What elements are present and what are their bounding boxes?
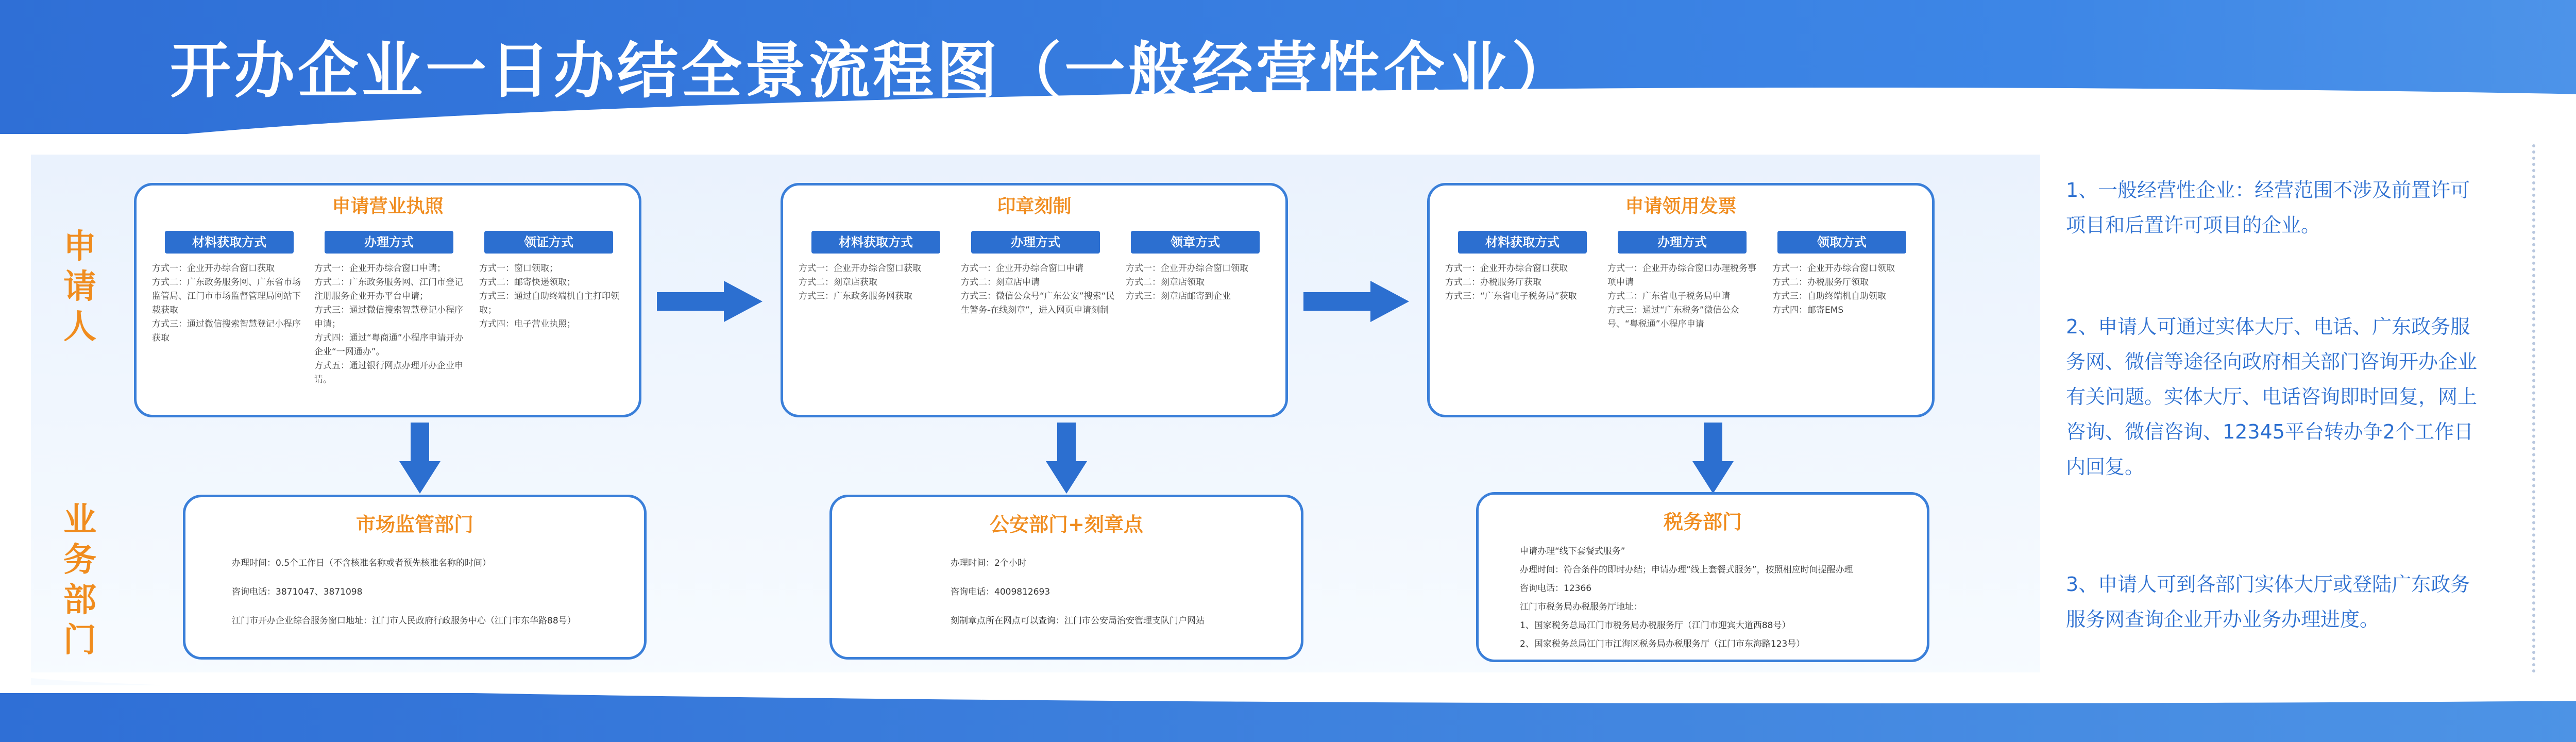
column-text <box>314 262 469 387</box>
column-line: 方式三：“广东省电子税务局”获取 <box>1445 291 1577 301</box>
column-line: 方式二：刻章店获取 <box>799 277 877 288</box>
column-line: 方式一：企业开办综合窗口获取 <box>799 263 921 274</box>
column-line: 方式一：企业开办综合窗口获取 <box>152 263 275 274</box>
column-line: 方式三：通过微信搜索智慧登记小程序申请； <box>314 305 463 329</box>
column-line: 方式三：通过“广东税务”微信公众号、“粤税通”小程序申请 <box>1607 305 1739 329</box>
department-title: 公安部门+刻章点 <box>990 513 1143 536</box>
column-line: 方式四：电子营业执照； <box>479 319 575 329</box>
section-divider <box>2532 144 2535 685</box>
column-line: 方式二：广东政务服务网、广东省市场监管局、江门市市场监督管理局网站下载获取 <box>152 277 301 315</box>
column-title: 办理方式 <box>1618 231 1747 254</box>
department-box-tax <box>1476 492 1929 662</box>
department-line: 刻制章点所在网点可以查询：江门市公安局治安管理支队门户网站 <box>951 616 1205 626</box>
department-title: 税务部门 <box>1663 511 1742 533</box>
column-text <box>961 262 1115 317</box>
arrow-right-icon <box>1303 281 1412 322</box>
column-title: 领取方式 <box>1777 231 1906 254</box>
column-text <box>1772 262 1922 317</box>
step-box-seal-engraving <box>781 183 1288 417</box>
column-text <box>1126 262 1275 303</box>
column-line: 方式五：通过银行网点办理开办企业申请。 <box>314 361 463 385</box>
column-text <box>1445 262 1600 303</box>
column-title: 领证方式 <box>484 231 613 254</box>
department-title: 市场监管部门 <box>355 513 473 536</box>
step-box-invoice <box>1427 183 1935 417</box>
column-line: 方式三：微信公众号“广东公安”搜索“民生警务-在线刻章”，进入网页申请刻制 <box>961 291 1115 315</box>
department-lines <box>951 549 1285 635</box>
arrow-down-icon <box>1692 423 1734 495</box>
column-line: 方式一：企业开办综合窗口领取 <box>1126 263 1248 274</box>
column-line: 方式二：办税服务厅获取 <box>1445 277 1541 288</box>
arrow-right-icon <box>657 281 765 322</box>
step-box-business-license <box>134 183 641 417</box>
column-line: 方式三：通过微信搜索智慧登记小程序获取 <box>152 319 301 343</box>
department-lines <box>1520 542 1911 653</box>
department-line: 1、国家税务总局江门市税务局办税服务厅（江门市迎宾大道西88号） <box>1520 620 1791 631</box>
column-line: 方式二：刻章店领取 <box>1126 277 1205 288</box>
column-title: 材料获取方式 <box>165 231 294 254</box>
department-line: 办理时间：符合条件的即时办结；申请办理“线上套餐式服务”，按照相应时间提醒办理 <box>1520 565 1853 575</box>
column-line: 方式三：自助终端机自助领取 <box>1772 291 1886 301</box>
department-line: 咨询电话：4009812693 <box>951 587 1050 597</box>
role-label-applicant: 申请人 <box>63 228 96 346</box>
column-line: 方式四：邮寄EMS <box>1772 305 1844 315</box>
column-title: 办理方式 <box>325 231 453 254</box>
footer-band <box>0 693 2576 742</box>
department-line: 咨询电话：12366 <box>1520 583 1592 594</box>
footer-wave <box>0 672 2576 703</box>
column-line: 方式二：办税服务厅领取 <box>1772 277 1869 288</box>
role-label-department: 业务部门 <box>63 501 96 660</box>
step-title: 申请营业执照 <box>332 196 444 217</box>
department-box-market-supervision <box>183 495 647 660</box>
column-line: 方式一：企业开办综合窗口获取 <box>1445 263 1568 274</box>
step-title: 印章刻制 <box>997 196 1072 217</box>
note-2: 2、申请人可通过实体大厅、电话、广东政务服务网、微信等途径向政府相关部门咨询开办企业有关问题。实体大厅、电话咨询即时回复，网上咨询、微信咨询、12345平台转办争2个工作日内回复。 <box>2066 315 2478 478</box>
page-title: 开办企业一日办结全景流程图（一般经营性企业） <box>170 35 1576 106</box>
column-text <box>152 262 307 345</box>
column-line: 方式一：企业开办综合窗口办理税务事项申请 <box>1607 263 1756 288</box>
column-line: 方式二：刻章店申请 <box>961 277 1040 288</box>
department-line: 江门市税务局办税服务厅地址： <box>1520 602 1642 612</box>
column-line: 方式四：通过“粤商通”小程序申请开办企业“一网通办”。 <box>314 333 464 357</box>
step-title: 申请领用发票 <box>1625 196 1737 217</box>
column-title: 材料获取方式 <box>1458 231 1587 254</box>
column-text <box>479 262 629 331</box>
column-line: 方式一：企业开办综合窗口领取 <box>1772 263 1895 274</box>
note-3: 3、申请人可到各部门实体大厅或登陆广东政务服务网查询企业开办业务办理进度。 <box>2066 573 2470 631</box>
department-line: 咨询电话：3871047、3871098 <box>232 587 363 597</box>
column-line: 方式二：广东省电子税务局申请 <box>1607 291 1730 301</box>
column-title: 材料获取方式 <box>811 231 940 254</box>
department-line: 2、国家税务总局江门市江海区税务局办税服务厅（江门市东海路123号） <box>1520 639 1805 649</box>
column-line: 方式一：企业开办综合窗口申请 <box>961 263 1083 274</box>
department-box-public-security <box>829 495 1303 660</box>
column-text <box>1607 262 1762 331</box>
column-line: 方式一：窗口领取； <box>479 263 558 274</box>
column-line: 方式三：广东政务服务网获取 <box>799 291 912 301</box>
department-lines <box>232 549 629 635</box>
column-title: 办理方式 <box>971 231 1100 254</box>
department-line: 办理时间：2个小时 <box>951 558 1026 568</box>
department-line: 办理时间：0.5个工作日（不含核准名称或者预先核准名称的时间） <box>232 558 492 568</box>
note-1: 1、一般经营性企业：经营范围不涉及前置许可项目和后置许可项目的企业。 <box>2066 179 2470 237</box>
department-line: 江门市开办企业综合服务窗口地址：江门市人民政府行政服务中心（江门市东华路88号） <box>232 616 576 626</box>
column-line: 方式二：邮寄快递领取； <box>479 277 575 288</box>
column-title: 领章方式 <box>1131 231 1260 254</box>
arrow-down-icon <box>399 423 440 495</box>
arrow-down-icon <box>1046 423 1087 495</box>
department-line: 申请办理“线下套餐式服务” <box>1520 546 1625 556</box>
column-line: 方式一：企业开办综合窗口申请； <box>314 263 446 274</box>
column-line: 方式二：广东政务服务网、江门市登记注册服务企业开办平台申请； <box>314 277 463 301</box>
column-text <box>799 262 953 303</box>
column-line: 方式三：通过自助终端机自主打印领取； <box>479 291 619 315</box>
column-line: 方式三：刻章店邮寄到企业 <box>1126 291 1231 301</box>
